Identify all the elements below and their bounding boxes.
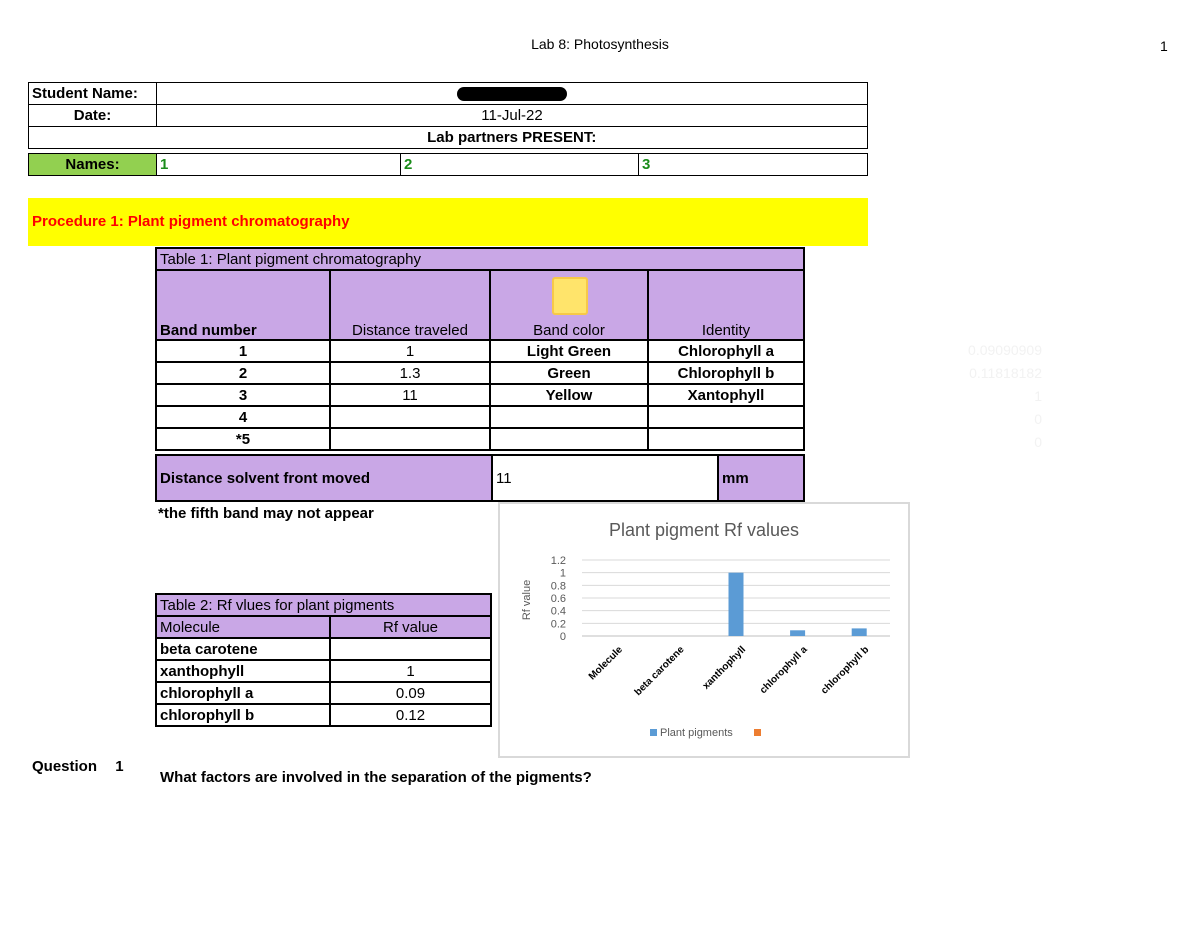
- chart-y-tick-label: 1.2: [550, 555, 566, 567]
- page-number: 1: [1160, 38, 1168, 54]
- table1-cell[interactable]: Green: [490, 362, 648, 384]
- table1-cell[interactable]: 3: [156, 384, 330, 406]
- table1-cell[interactable]: 2: [156, 362, 330, 384]
- chart-y-tick-label: 0.6: [550, 593, 566, 605]
- table1-cell[interactable]: 4: [156, 406, 330, 428]
- table-row: [156, 362, 804, 384]
- date-label: Date:: [29, 105, 157, 127]
- chart-y-axis-label: Rf value: [521, 579, 533, 621]
- hidden-rf-value: 0: [1034, 434, 1042, 450]
- table-row: [156, 682, 491, 704]
- chart-y-tick-label: 0.8: [550, 580, 566, 593]
- student-info-table: [28, 82, 868, 149]
- table1-header-band-color-label: Band color: [533, 322, 605, 339]
- lab-partners-label: Lab partners PRESENT:: [157, 127, 868, 149]
- chart-x-tick-label: Molecule: [586, 644, 625, 683]
- table2-cell: xanthophyll: [156, 660, 330, 682]
- legend-swatch: [650, 729, 657, 736]
- chart-bar: [852, 628, 867, 636]
- table1-cell[interactable]: 1: [156, 340, 330, 362]
- partner-slot-2[interactable]: 2: [401, 154, 639, 176]
- rf-values-table: [155, 593, 492, 727]
- table2-cell: beta carotene: [156, 638, 330, 660]
- table1-header-distance: Distance traveled: [330, 270, 490, 340]
- table1-cell[interactable]: Light Green: [490, 340, 648, 362]
- chart-y-tick-label: 0.4: [550, 605, 566, 618]
- solvent-front-value[interactable]: 11: [492, 455, 718, 501]
- chart-y-tick-label: 1: [559, 567, 566, 580]
- table1-cell[interactable]: Yellow: [490, 384, 648, 406]
- table1-cell[interactable]: 1.3: [330, 362, 490, 384]
- table1-cell[interactable]: [648, 406, 804, 428]
- table-row: [156, 384, 804, 406]
- table1-cell[interactable]: [648, 428, 804, 450]
- table1-cell[interactable]: [490, 406, 648, 428]
- chart-x-tick-label: chlorophyll a: [757, 644, 810, 697]
- procedure-title: Procedure 1: Plant pigment chromatography: [32, 213, 350, 230]
- legend-label: Plant pigments: [660, 727, 733, 739]
- chart-x-tick-label: xanthophyll: [700, 644, 749, 692]
- hidden-rf-value: 1: [1034, 388, 1042, 404]
- table-row: [156, 340, 804, 362]
- table2-cell[interactable]: [330, 638, 491, 660]
- partner-names-row: [28, 153, 868, 176]
- table-row: [156, 704, 491, 726]
- student-name-label: Student Name:: [29, 83, 157, 105]
- hidden-rf-values: [922, 342, 1042, 457]
- table2-cell[interactable]: 0.12: [330, 704, 491, 726]
- chart-title: Plant pigment Rf values: [608, 520, 800, 540]
- table1-cell[interactable]: 1: [330, 340, 490, 362]
- chart-y-tick-label: 0: [559, 631, 566, 643]
- table1-cell[interactable]: Xantophyll: [648, 384, 804, 406]
- hidden-rf-value: 0.11818182: [969, 365, 1042, 381]
- legend-swatch: [754, 729, 761, 736]
- table1-footnote: *the fifth band may not appear: [158, 505, 374, 522]
- table-row: [156, 406, 804, 428]
- color-swatch: [552, 277, 588, 315]
- solvent-front-label: Distance solvent front moved: [156, 455, 492, 501]
- rf-chart[interactable]: [498, 502, 910, 758]
- table2-header-rf: Rf value: [330, 616, 491, 638]
- date-value[interactable]: 11-Jul-22: [157, 105, 868, 127]
- table1-header-band-color: [490, 270, 648, 340]
- table2-cell[interactable]: 0.09: [330, 682, 491, 704]
- partner-slot-3[interactable]: 3: [639, 154, 868, 176]
- table1-cell[interactable]: Chlorophyll a: [648, 340, 804, 362]
- question-label: [32, 758, 124, 775]
- table2-header-molecule: Molecule: [156, 616, 330, 638]
- page-title: Lab 8: Photosynthesis: [531, 36, 669, 52]
- table1-cell[interactable]: [490, 428, 648, 450]
- solvent-front-row: [155, 454, 805, 502]
- table1-cell[interactable]: 11: [330, 384, 490, 406]
- chart-y-tick-label: 0.2: [550, 618, 566, 631]
- hidden-rf-value: 0: [1034, 411, 1042, 427]
- table1-cell[interactable]: [330, 428, 490, 450]
- question-number: 1: [115, 758, 124, 775]
- table1-header-identity: Identity: [648, 270, 804, 340]
- solvent-front-unit: mm: [718, 455, 804, 501]
- table1-cell[interactable]: *5: [156, 428, 330, 450]
- table-row: [156, 638, 491, 660]
- question-label-text: Question: [32, 758, 98, 775]
- rf-chart-svg: [500, 504, 908, 756]
- chart-bar: [729, 573, 744, 636]
- table2-caption: Table 2: Rf vlues for plant pigments: [156, 594, 491, 616]
- table-row: [156, 428, 804, 450]
- names-label: Names:: [29, 154, 157, 176]
- chart-x-tick-label: beta carotene: [632, 644, 687, 699]
- partner-slot-1[interactable]: 1: [157, 154, 401, 176]
- table1-cell[interactable]: [330, 406, 490, 428]
- table2-cell: chlorophyll b: [156, 704, 330, 726]
- chart-x-tick-label: chlorophyll b: [819, 644, 872, 697]
- hidden-rf-value: 0.09090909: [968, 342, 1042, 358]
- chart-bar: [790, 630, 805, 636]
- table2-cell: chlorophyll a: [156, 682, 330, 704]
- table2-cell[interactable]: 1: [330, 660, 491, 682]
- table-row: [156, 660, 491, 682]
- chromatography-table: [155, 247, 805, 451]
- table1-caption: Table 1: Plant pigment chromatography: [156, 248, 804, 270]
- table1-header-band-number: Band number: [156, 270, 330, 340]
- redacted-name: [457, 87, 567, 101]
- student-name-field[interactable]: [157, 83, 868, 105]
- question-text: What factors are involved in the separation of the pigments?: [160, 769, 592, 786]
- table1-cell[interactable]: Chlorophyll b: [648, 362, 804, 384]
- procedure-banner: [28, 198, 868, 246]
